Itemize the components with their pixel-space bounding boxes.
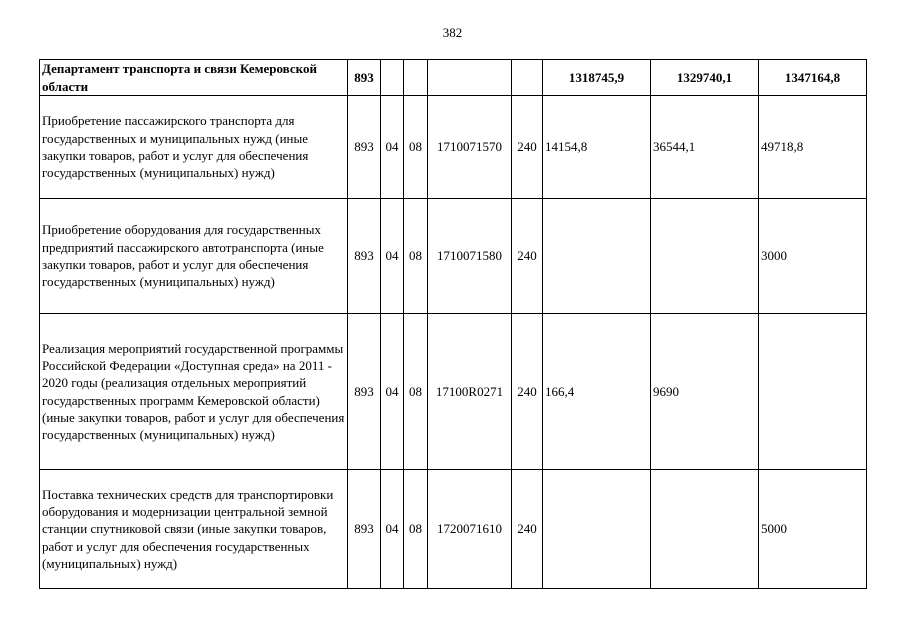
expense-type-code: 240 [512,314,543,470]
subsection-code [404,60,428,96]
amount-year-2 [651,470,759,589]
ministry-code: 893 [348,199,381,314]
amount-year-3 [759,314,867,470]
subsection-code: 08 [404,199,428,314]
section-code: 04 [381,199,404,314]
amount-year-1 [543,470,651,589]
amount-year-2: 9690 [651,314,759,470]
expense-name: Реализация мероприятий государственной программы Российской Федерации «Доступная среда» на 2011 - 2020 годы (реализация отдельных мероприятий государственных программ Кемеровской области) (иные закупки товаров, работ и услуг для обеспечения государственных (муниципальных) нужд) [40,314,348,470]
amount-year-1: 1318745,9 [543,60,651,96]
table-row [40,314,867,470]
department-name: Департамент транспорта и связи Кемеровской области [40,60,348,96]
amount-year-3: 3000 [759,199,867,314]
target-code: 1710071580 [428,199,512,314]
table-row [40,199,867,314]
target-code: 1720071610 [428,470,512,589]
amount-year-2: 36544,1 [651,96,759,199]
amount-year-1: 166,4 [543,314,651,470]
section-code [381,60,404,96]
target-code: 1710071570 [428,96,512,199]
amount-year-2 [651,199,759,314]
amount-year-3: 1347164,8 [759,60,867,96]
amount-year-2: 1329740,1 [651,60,759,96]
expense-name: Приобретение оборудования для государственных предприятий пассажирского автотранспорта (иные закупки товаров, работ и услуг для обеспечения государственных (муниципальных) нужд) [40,199,348,314]
subsection-code: 08 [404,96,428,199]
amount-year-3: 5000 [759,470,867,589]
expense-type-code: 240 [512,199,543,314]
budget-table [39,59,867,589]
ministry-code: 893 [348,470,381,589]
page-number: 382 [442,25,463,40]
table-header-row [40,60,867,96]
ministry-code: 893 [348,60,381,96]
ministry-code: 893 [348,96,381,199]
amount-year-3: 49718,8 [759,96,867,199]
target-code: 17100R0271 [428,314,512,470]
subsection-code: 08 [404,314,428,470]
ministry-code: 893 [348,314,381,470]
expense-name: Поставка технических средств для транспортировки оборудования и модернизации центральной земной станции спутниковой связи (иные закупки товаров, работ и услуг для обеспечения государственных (муниципальных) нужд) [40,470,348,589]
section-code: 04 [381,470,404,589]
table-row [40,96,867,199]
target-code [428,60,512,96]
expense-name: Приобретение пассажирского транспорта для государственных и муниципальных нужд (иные закупки товаров, работ и услуг для обеспечения государственных (муниципальных) нужд) [40,96,348,199]
expense-type-code: 240 [512,470,543,589]
table-row [40,470,867,589]
subsection-code: 08 [404,470,428,589]
amount-year-1 [543,199,651,314]
expense-type-code [512,60,543,96]
expense-type-code: 240 [512,96,543,199]
section-code: 04 [381,314,404,470]
amount-year-1: 14154,8 [543,96,651,199]
section-code: 04 [381,96,404,199]
